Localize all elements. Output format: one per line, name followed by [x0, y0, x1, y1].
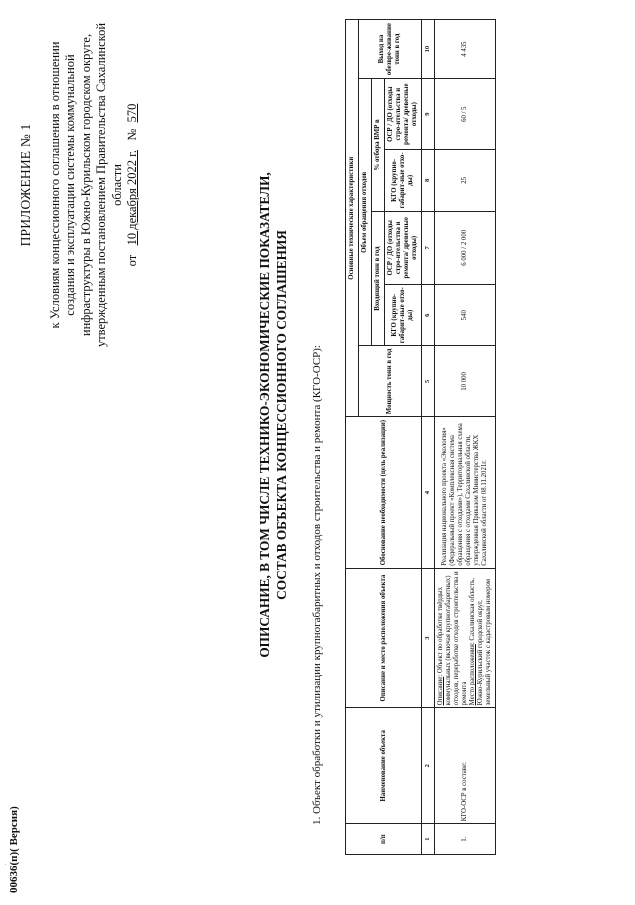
header-basis: Обоснование необходимости (цель реализации)	[346, 417, 422, 568]
appendix-date-line	[125, 20, 140, 350]
appendix-body: к Условиям концессионного соглашения в отношении создания и эксплуатации системы коммунальной инфраструктуры в Южно-Курильском городском округе, утвержденным постановлением Правительства Сахалинской области	[48, 22, 124, 348]
row-incoming-osr: 6 000 / 2 000	[435, 211, 496, 284]
appendix-number: 570	[125, 103, 140, 123]
footer-version: 00636(п)( Версия)	[8, 806, 20, 893]
row-incoming-kgo: 540	[435, 284, 496, 346]
row-desc-text: : Объект по обработке твёрдых коммунальных (включая крупногабаритных) отходов, переработке отходов строительства и ремонта	[437, 571, 468, 706]
row-sort-osr: 60 / 5	[435, 79, 496, 150]
row-power: 10 000	[435, 346, 496, 417]
header-output: Выход на обезвре-живание тонн в год	[359, 20, 422, 79]
header-sort: % отбора ВМР в	[372, 79, 385, 211]
characteristics-table	[345, 19, 496, 855]
column-number: 5	[422, 346, 435, 417]
page-corner-mark: .	[2, 863, 8, 865]
header-np: п/п	[346, 824, 422, 855]
column-number: 8	[422, 150, 435, 212]
column-number: 4	[422, 417, 435, 568]
column-number: 1	[422, 824, 435, 855]
appendix-title: ПРИЛОЖЕНИЕ № 1	[18, 123, 33, 247]
header-incoming: Входящий тонн в год	[372, 211, 385, 346]
column-number: 10	[422, 20, 435, 79]
row-description	[435, 568, 496, 708]
row-name: КГО-ОСР в составе:	[435, 708, 496, 824]
appendix-date: 10 декабря 2022 г.	[125, 149, 140, 246]
document-title-line1: ОПИСАНИЕ, В ТОМ ЧИСЛЕ ТЕХНИКО-ЭКОНОМИЧЕСКИЕ ПОКАЗАТЕЛИ,	[257, 172, 272, 658]
row-np: 1.	[435, 824, 496, 855]
document-title-line2: СОСТАВ ОБЪЕКТА КОНЦЕССИОННОГО СОГЛАШЕНИЯ	[274, 230, 289, 600]
row-sort-kgo: 25	[435, 150, 496, 212]
row-output: 4 435	[435, 20, 496, 79]
column-number: 2	[422, 708, 435, 824]
header-sort-kgo: КГО (крупно-габарит-ные отхо-ды)	[385, 150, 422, 212]
column-number: 3	[422, 568, 435, 708]
row-location-text: : Сахалинская область, Южно-Курильский городской округ, земельный участок с кадастровым номером	[469, 578, 492, 706]
row-location-label: Место расположения	[469, 644, 476, 706]
header-name: Наименование объекта	[346, 708, 422, 824]
header-power: Мощность тонн в год	[359, 346, 422, 417]
column-number: 9	[422, 79, 435, 150]
row-desc-label: Описание	[437, 676, 444, 706]
appendix-block	[18, 20, 140, 350]
section-heading: 1. Объект обработки и утилизации крупногабаритных и отходов строительства и ремонта (КГО-ОСР):	[311, 345, 323, 825]
document-title	[256, 5, 290, 825]
column-number: 7	[422, 211, 435, 284]
header-incoming-kgo: КГО (крупно-габарит-ные отхо-ды)	[385, 284, 422, 346]
appendix-from-label: от	[125, 254, 140, 267]
column-number: 6	[422, 284, 435, 346]
row-basis: Реализация национального проекта «Экология» (Федеральный проект «Комплексная система обращения с отходами»), Территориальная схема обращения с отходами Сахалинской области, утвержденная Приказом Министерства ЖКХ Сахалинской области от 08.11.2021г.	[435, 417, 496, 568]
appendix-number-label: №	[125, 128, 140, 141]
header-volume: Объем обращения отходов	[359, 79, 372, 346]
header-desc: Описание и место расположения объекта	[346, 568, 422, 708]
header-incoming-osr: ОСР / ДО (отходы стро-ительства и ремонта/ древесные отходы)	[385, 211, 422, 284]
header-sort-osr: ОСР / ДО (отходы стро-ительства и ремонта/ древесные отходы)	[385, 79, 422, 150]
column-number-row	[422, 20, 435, 855]
header-main-characteristics: Основные технические характеристики	[346, 20, 359, 417]
table-row	[435, 20, 496, 855]
